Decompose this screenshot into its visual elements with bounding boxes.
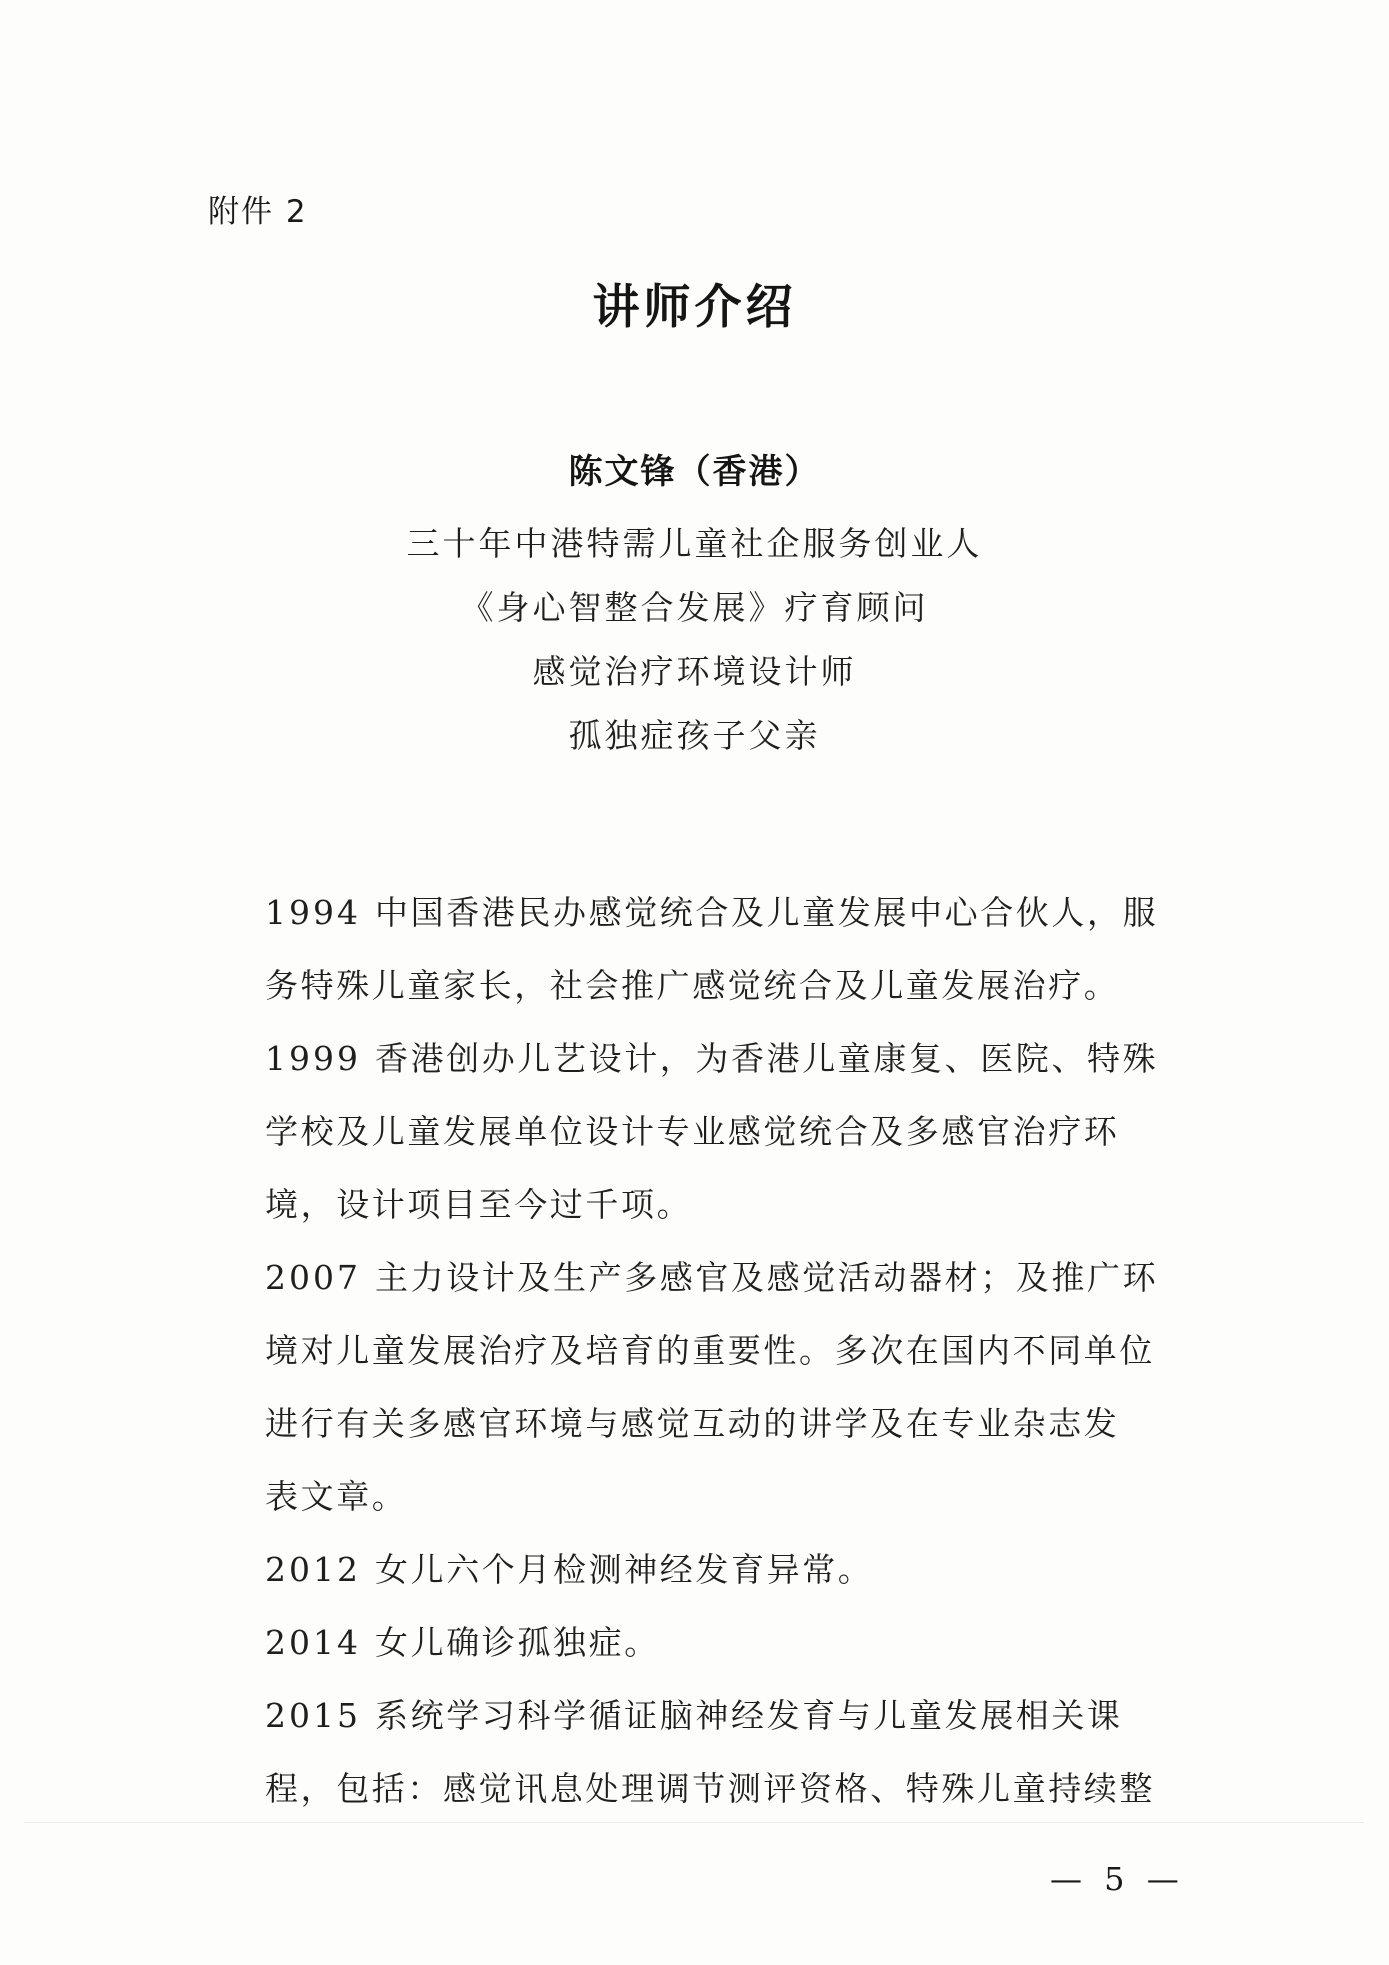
bio-text: 女儿确诊孤独症。 bbox=[375, 1623, 660, 1662]
bio-line bbox=[265, 1314, 1185, 1387]
bio-text: 香港创办儿艺设计，为香港儿童康复、医院、特殊 bbox=[375, 1039, 1159, 1078]
bio-text: 表文章。 bbox=[265, 1477, 408, 1516]
bio-text: 境对儿童发展治疗及培育的重要性。多次在国内不同单位 bbox=[265, 1331, 1155, 1370]
bio-year: 1994 bbox=[265, 893, 361, 932]
bio-line bbox=[265, 1168, 1185, 1241]
bio-line bbox=[265, 949, 1185, 1022]
attachment-label: 附件 2 bbox=[208, 194, 308, 230]
bio-text: 进行有关多感官环境与感觉互动的讲学及在专业杂志发 bbox=[265, 1404, 1120, 1443]
bio-text: 系统学习科学循证脑神经发育与儿童发展相关课 bbox=[375, 1696, 1123, 1735]
bio-text: 女儿六个月检测神经发育异常。 bbox=[375, 1550, 874, 1589]
page-title: 讲师介绍 bbox=[592, 280, 797, 335]
bio-text: 主力设计及生产多感官及感觉活动器材；及推广环 bbox=[375, 1258, 1159, 1297]
speaker-role: 三十年中港特需儿童社企服务创业人 bbox=[406, 524, 983, 563]
bio-text: 中国香港民办感觉统合及儿童发展中心合伙人，服 bbox=[375, 893, 1159, 932]
bio-line bbox=[265, 1606, 1185, 1679]
bio-text: 境，设计项目至今过千项。 bbox=[265, 1185, 693, 1224]
bio-year: 2007 bbox=[265, 1258, 361, 1297]
bio-year: 1999 bbox=[265, 1039, 361, 1078]
bio-year: 2015 bbox=[265, 1696, 361, 1735]
speaker-role: 孤独症孩子父亲 bbox=[568, 716, 821, 755]
bio-text: 务特殊儿童家长，社会推广感觉统合及儿童发展治疗。 bbox=[265, 966, 1120, 1005]
speaker-name: 陈文锋（香港） bbox=[568, 452, 821, 492]
speaker-role: 《身心智整合发展》疗育顾问 bbox=[460, 588, 929, 627]
page-number: — 5 — bbox=[1050, 1860, 1185, 1898]
bio-line bbox=[265, 876, 1185, 949]
bio-line bbox=[265, 1387, 1185, 1460]
speaker-role: 感觉治疗环境设计师 bbox=[532, 652, 857, 691]
bio-text: 学校及儿童发展单位设计专业感觉统合及多感官治疗环 bbox=[265, 1112, 1120, 1151]
bio-line bbox=[265, 1533, 1185, 1606]
bio-line bbox=[265, 1095, 1185, 1168]
footer-divider bbox=[24, 1822, 1364, 1823]
speaker-biography bbox=[265, 876, 1185, 1825]
bio-year: 2014 bbox=[265, 1623, 361, 1662]
bio-line bbox=[265, 1022, 1185, 1095]
bio-line bbox=[265, 1679, 1185, 1752]
bio-text: 程，包括：感觉讯息处理调节测评资格、特殊儿童持续整 bbox=[265, 1769, 1155, 1808]
speaker-roles bbox=[0, 512, 1389, 768]
bio-line bbox=[265, 1752, 1185, 1825]
bio-line bbox=[265, 1460, 1185, 1533]
bio-year: 2012 bbox=[265, 1550, 361, 1589]
bio-line bbox=[265, 1241, 1185, 1314]
